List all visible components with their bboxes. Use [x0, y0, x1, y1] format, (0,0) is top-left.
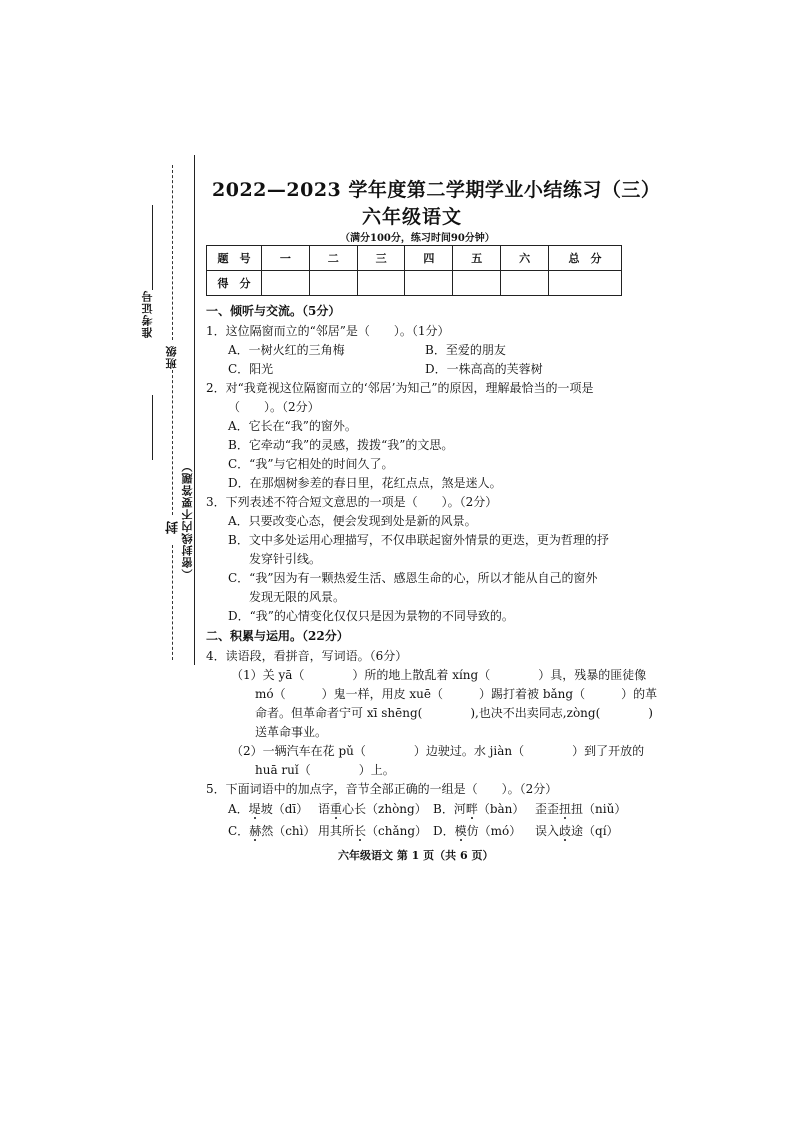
exam-title: 2022—2023 学年度第二学期学业小结练习（三） [212, 179, 661, 201]
q3-option-b-line2: 发穿针引线。 [249, 552, 322, 566]
score-cell[interactable] [501, 271, 549, 296]
q5-b1-dotted-char: 畔 [465, 802, 478, 816]
q5-c1-post: 然（chì） [261, 824, 316, 838]
score-table-col-1: 一 [262, 246, 310, 271]
score-table-col-3: 三 [357, 246, 405, 271]
q5-b2-dotted-char: 扭 [559, 802, 572, 816]
q5-b1-pre: B．河 [433, 802, 466, 816]
q3-stem: 3．下列表述不符合短文意思的一项是（ ）。（2分） [206, 495, 498, 509]
q5-option-d1 [433, 822, 521, 839]
q3-option-b-line1: B．文中多处运用心理描写，不仅串联起窗外情景的更迭，更为哲理的抒 [228, 533, 609, 547]
score-table-row2-label: 得 分 [207, 271, 262, 296]
q3-option-c-line2: 发现无限的风景。 [249, 590, 346, 604]
score-cell[interactable] [309, 271, 357, 296]
q5-a1-post: 坡（dī） [260, 802, 309, 816]
q5-a1-pre: A． [228, 802, 249, 816]
score-cell[interactable] [549, 271, 622, 296]
q5-option-c2 [318, 822, 427, 839]
q5-c1-dotted-char: 赫 [249, 824, 262, 838]
exam-id-writing-line [152, 205, 153, 290]
score-cell[interactable] [405, 271, 453, 296]
score-table-col-total: 总 分 [549, 246, 622, 271]
q1-option-c: C．阳光 [228, 362, 274, 376]
q1-option-a: A．一树火红的三角梅 [228, 343, 345, 357]
score-table-header-row [207, 246, 622, 271]
seal-line-middle [172, 370, 173, 515]
q4-p2-line2: huā ruǐ（ ）上。 [255, 763, 395, 777]
q2-stem-line2: （ ）。（2分） [228, 400, 320, 414]
score-cell[interactable] [453, 271, 501, 296]
q5-d1-dotted-char: 模 [454, 824, 467, 838]
q1-stem: 1．这位隔窗而立的“邻居”是（ ）。（1分） [206, 324, 450, 338]
q5-c1-pre: C． [228, 824, 250, 838]
q1-option-b: B．至爱的朋友 [425, 343, 506, 357]
score-table [206, 245, 622, 296]
q5-a2-dotted-char: 重 [330, 802, 343, 816]
q4-stem: 4．读语段，看拼音，写词语。（6分） [206, 649, 408, 663]
q4-p1-line3: 命者。但革命者宁可 xī shēng( ),也决不出卖同志,zòng( ) [255, 706, 653, 720]
exam-subtitle: 六年级语文 [362, 206, 463, 228]
seal-line-upper [172, 165, 173, 340]
score-table-col-6: 六 [501, 246, 549, 271]
score-table-col-5: 五 [453, 246, 501, 271]
q5-option-b1 [433, 800, 524, 817]
q5-a2-post: 心长（zhòng） [342, 802, 427, 816]
name-writing-line [152, 395, 153, 460]
q2-stem-line1: 2．对“我竟视这位隔窗而立的‘邻居’为知己”的原因，理解最恰当的一项是 [206, 381, 594, 395]
seal-line-lower [172, 545, 173, 660]
no-answer-note: （密封线内不要答题） [181, 460, 194, 580]
q5-c2-dotted-char: 长 [354, 824, 367, 838]
class-label: 班级 [165, 345, 178, 369]
q4-p1-line4: 送革命事业。 [255, 725, 328, 739]
score-cell[interactable] [262, 271, 310, 296]
q5-c2-post: （chǎng） [366, 824, 428, 838]
q5-b1-post: （bàn） [477, 802, 525, 816]
seal-label: 封 [166, 520, 181, 534]
q5-d2-dotted-char: 歧 [559, 824, 572, 838]
q5-option-a2 [318, 800, 427, 817]
exam-id-label: 准考证号 [141, 290, 154, 338]
q5-option-b2 [535, 800, 626, 817]
q5-b2-pre: 歪歪 [535, 802, 560, 816]
q4-p1-line2: mó（ ）鬼一样，用皮 xuē（ ）踢打着被 bǎng（ ）的革 [255, 687, 658, 701]
q4-p1-line1: （1）关 yā（ ）所的地上散乱着 xíng（ ）具，残暴的匪徒像 [231, 668, 647, 682]
q3-option-a: A．只要改变心态，便会发现到处是新的风景。 [228, 514, 477, 528]
q5-b2-post: 扭（niǔ） [571, 802, 627, 816]
score-table-row1-label: 题 号 [207, 246, 262, 271]
q4-p2-line1: （2）一辆汽车在花 pǔ（ ）边驶过。水 jiàn（ ）到了开放的 [231, 744, 645, 758]
q5-option-c1 [228, 822, 316, 839]
page-footer: 六年级语文 第 1 页（共 6 页） [338, 849, 494, 862]
q5-d2-post: 途（qí） [571, 824, 619, 838]
q2-option-a: A．它长在“我”的窗外。 [228, 419, 357, 433]
q5-d2-pre: 误入 [535, 824, 560, 838]
exam-note: （满分100分，练习时间90分钟） [340, 233, 495, 244]
section-1-heading: 一、倾听与交流。（5分） [206, 304, 341, 318]
score-cell[interactable] [357, 271, 405, 296]
q5-a2-pre: 语 [318, 802, 331, 816]
score-table-col-2: 二 [309, 246, 357, 271]
q3-option-d: D．“我”的心情变化仅仅只是因为景物的不同导致的。 [228, 609, 514, 623]
q5-stem: 5．下面词语中的加点字，音节全部正确的一组是（ ）。（2分） [206, 782, 558, 796]
q5-c2-pre: 用其所 [318, 824, 355, 838]
q2-option-d: D．在那烟树参差的春日里，花红点点，煞是迷人。 [228, 476, 502, 490]
q3-option-c-line1: C．“我”因为有一颗热爱生活、感恩生命的心，所以才能从自己的窗外 [228, 571, 598, 585]
q2-option-c: C．“我”与它相处的时间久了。 [228, 457, 394, 471]
section-2-heading: 二、积累与运用。（22分） [206, 629, 349, 643]
q5-option-a1 [228, 800, 308, 817]
q2-option-b: B．它牵动“我”的灵感，拨拨“我”的文思。 [228, 438, 454, 452]
q5-d1-post: 仿（mó） [466, 824, 522, 838]
q5-a1-dotted-char: 堤 [248, 802, 261, 816]
score-table-col-4: 四 [405, 246, 453, 271]
q1-option-d: D．一株高高的芙蓉树 [425, 362, 543, 376]
q5-d1-pre: D． [433, 824, 455, 838]
q5-option-d2 [535, 822, 619, 839]
score-table-score-row [207, 271, 622, 296]
margin-border-line [194, 155, 195, 665]
